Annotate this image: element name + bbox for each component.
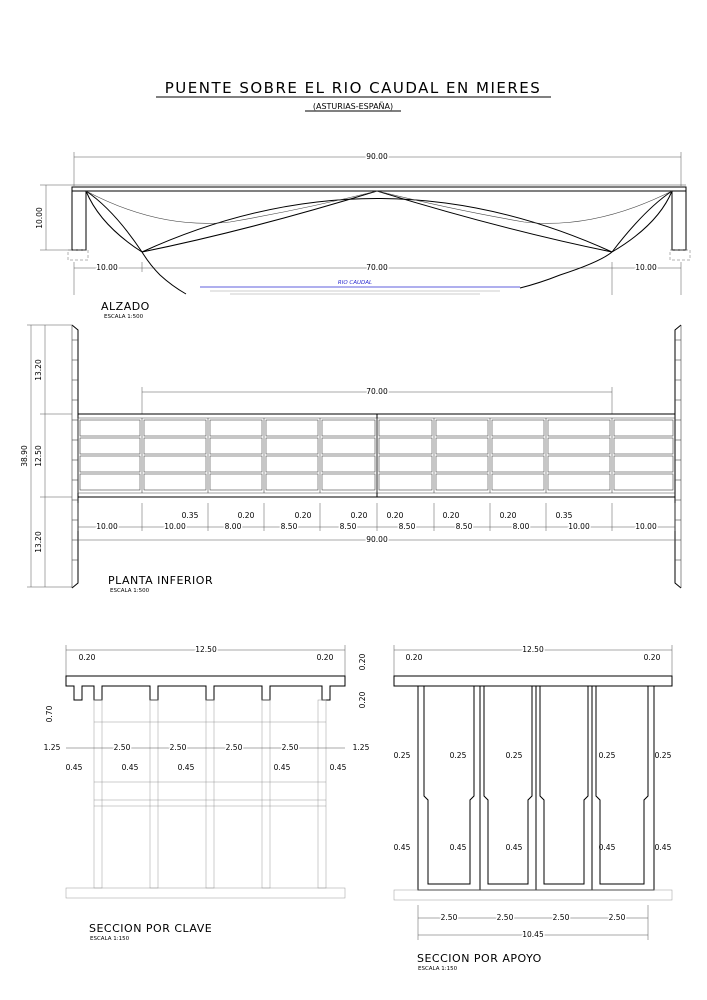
plan-cell bbox=[80, 456, 140, 472]
plan-cell bbox=[492, 420, 544, 436]
plan-cell bbox=[436, 420, 488, 436]
plan-abutment-left bbox=[72, 325, 78, 588]
terrain-right bbox=[520, 252, 612, 288]
support-spacing: 2.50 bbox=[496, 913, 514, 922]
crown-rib: 0.70 bbox=[45, 705, 54, 723]
crown-flange-left: 0.20 bbox=[78, 653, 96, 662]
plan-cell bbox=[210, 474, 262, 490]
support-base bbox=[394, 890, 672, 900]
crown-spacing: 2.50 bbox=[169, 743, 187, 752]
support-web-top: 0.25 bbox=[505, 751, 523, 760]
plan-cell bbox=[492, 474, 544, 490]
support-top-slab bbox=[394, 676, 672, 686]
abutment-right bbox=[672, 191, 686, 250]
left-strut bbox=[86, 191, 142, 252]
plan-cell bbox=[379, 438, 432, 454]
plan-cell bbox=[548, 474, 610, 490]
plan-cell bbox=[548, 420, 610, 436]
support-flange-left: 0.20 bbox=[405, 653, 423, 662]
plan-cell bbox=[322, 420, 375, 436]
plan-cell bbox=[614, 420, 673, 436]
thickness-label: 0.35 bbox=[555, 511, 573, 520]
crown-web: 0.45 bbox=[329, 763, 347, 772]
support-cells bbox=[418, 686, 654, 890]
page-title: PUENTE SOBRE EL RIO CAUDAL EN MIERES bbox=[164, 79, 542, 97]
dim-total: 90.00 bbox=[366, 152, 388, 161]
crown-width: 12.50 bbox=[195, 645, 217, 654]
support-web-bottom: 0.45 bbox=[505, 843, 523, 852]
crown-scale: ESCALA 1:150 bbox=[90, 936, 130, 942]
support-flange-right: 0.20 bbox=[643, 653, 661, 662]
plan-cell bbox=[322, 438, 375, 454]
support-web-top: 0.25 bbox=[654, 751, 672, 760]
dim-plan-span: 70.00 bbox=[366, 387, 388, 396]
plan-cell bbox=[379, 420, 432, 436]
support-web-bottom: 0.45 bbox=[393, 843, 411, 852]
support-web-bottom: 0.45 bbox=[449, 843, 467, 852]
page-subtitle: (ASTURIAS-ESPAÑA) bbox=[312, 102, 394, 111]
segment-dim: 8.50 bbox=[339, 522, 357, 531]
crown-spacing: 2.50 bbox=[113, 743, 131, 752]
support-label: SECCION POR APOYO bbox=[417, 952, 542, 965]
dim-center: 70.00 bbox=[366, 263, 388, 272]
segment-dim: 10.00 bbox=[635, 522, 657, 531]
dim-plan-width: 38.90 bbox=[20, 445, 29, 467]
dim-plan-bottom: 13.20 bbox=[34, 531, 43, 553]
dim-right: 10.00 bbox=[635, 263, 657, 272]
thickness-label: 0.35 bbox=[181, 511, 199, 520]
dim-plan-mid: 12.50 bbox=[34, 445, 43, 467]
plan-cell bbox=[266, 420, 318, 436]
plan-cell bbox=[492, 456, 544, 472]
plan-cell bbox=[144, 438, 206, 454]
crown-label: SECCION POR CLAVE bbox=[89, 922, 213, 935]
plan-cell bbox=[80, 474, 140, 490]
main-arch bbox=[142, 199, 612, 253]
segment-dim: 8.50 bbox=[455, 522, 473, 531]
plan-cell bbox=[266, 438, 318, 454]
segment-dim: 10.00 bbox=[568, 522, 590, 531]
plan-cell bbox=[548, 438, 610, 454]
dim-left: 10.00 bbox=[96, 263, 118, 272]
crown-spacing: 2.50 bbox=[281, 743, 299, 752]
plan-cell bbox=[210, 438, 262, 454]
support-spacing: 2.50 bbox=[552, 913, 570, 922]
segment-dim: 10.00 bbox=[96, 522, 118, 531]
plan-cell bbox=[266, 456, 318, 472]
plan-cell bbox=[614, 474, 673, 490]
elevation-label: ALZADO bbox=[101, 300, 150, 313]
thickness-label: 0.20 bbox=[499, 511, 517, 520]
plan-label: PLANTA INFERIOR bbox=[108, 574, 214, 587]
elevation-view bbox=[35, 152, 690, 320]
crown-webs bbox=[94, 700, 326, 888]
support-web-top: 0.25 bbox=[598, 751, 616, 760]
plan-cell bbox=[80, 438, 140, 454]
segment-dim: 8.50 bbox=[398, 522, 416, 531]
crown-slab: 0.20 bbox=[358, 653, 367, 671]
support-spacing: 2.50 bbox=[608, 913, 626, 922]
plan-cell bbox=[614, 456, 673, 472]
plan-cell bbox=[548, 456, 610, 472]
plan-cell bbox=[144, 456, 206, 472]
plan-view bbox=[20, 325, 681, 594]
plan-cell bbox=[80, 420, 140, 436]
segment-dim: 8.00 bbox=[512, 522, 530, 531]
crown-cant-left: 1.25 bbox=[43, 743, 61, 752]
deck bbox=[72, 187, 686, 191]
support-scale: ESCALA 1:150 bbox=[418, 966, 458, 972]
segment-dim: 8.50 bbox=[280, 522, 298, 531]
crown-slab2: 0.20 bbox=[358, 691, 367, 709]
plan-cell bbox=[210, 420, 262, 436]
thickness-label: 0.20 bbox=[350, 511, 368, 520]
support-web-top: 0.25 bbox=[393, 751, 411, 760]
plan-cell bbox=[322, 456, 375, 472]
crown-cant-right: 1.25 bbox=[352, 743, 370, 752]
crown-flange-right: 0.20 bbox=[316, 653, 334, 662]
plan-cell bbox=[379, 474, 432, 490]
plan-cell bbox=[210, 456, 262, 472]
right-strut bbox=[612, 191, 672, 252]
thickness-label: 0.20 bbox=[386, 511, 404, 520]
section-support bbox=[394, 645, 672, 972]
plan-cell bbox=[266, 474, 318, 490]
plan-segment-dims bbox=[96, 522, 657, 531]
thickness-label: 0.20 bbox=[442, 511, 460, 520]
dim-height: 10.00 bbox=[35, 207, 44, 229]
crown-base bbox=[66, 888, 345, 898]
support-web-bottom: 0.45 bbox=[654, 843, 672, 852]
plan-cell bbox=[322, 474, 375, 490]
elevation-scale: ESCALA 1:500 bbox=[104, 314, 144, 320]
plan-abutment-right bbox=[675, 325, 681, 588]
plan-cell bbox=[436, 438, 488, 454]
crown-web: 0.45 bbox=[177, 763, 195, 772]
plan-cell bbox=[144, 420, 206, 436]
crown-spacing: 2.50 bbox=[225, 743, 243, 752]
plan-cell bbox=[492, 438, 544, 454]
dim-plan-top: 13.20 bbox=[34, 359, 43, 381]
section-crown bbox=[44, 645, 370, 942]
dim-plan-total: 90.00 bbox=[366, 535, 388, 544]
terrain-left bbox=[142, 252, 186, 294]
plan-cell bbox=[144, 474, 206, 490]
support-spacing: 2.50 bbox=[440, 913, 458, 922]
river-label: RIO CAUDAL bbox=[337, 280, 373, 286]
crown-web: 0.45 bbox=[273, 763, 291, 772]
segment-dim: 8.00 bbox=[224, 522, 242, 531]
plan-cell bbox=[436, 456, 488, 472]
support-width: 12.50 bbox=[522, 645, 544, 654]
plan-cell bbox=[436, 474, 488, 490]
crown-deck-slab bbox=[66, 676, 345, 700]
crown-web: 0.45 bbox=[121, 763, 139, 772]
support-web-top: 0.25 bbox=[449, 751, 467, 760]
support-web-bottom: 0.45 bbox=[598, 843, 616, 852]
thickness-label: 0.20 bbox=[237, 511, 255, 520]
plan-scale: ESCALA 1:500 bbox=[110, 588, 150, 594]
segment-dim: 10.00 bbox=[164, 522, 186, 531]
arch-intrados bbox=[142, 191, 612, 252]
plan-cell bbox=[614, 438, 673, 454]
crown-web: 0.45 bbox=[65, 763, 83, 772]
abutment-left bbox=[72, 191, 86, 250]
thickness-label: 0.20 bbox=[294, 511, 312, 520]
plan-cell bbox=[379, 456, 432, 472]
support-bottom-total: 10.45 bbox=[522, 930, 544, 939]
